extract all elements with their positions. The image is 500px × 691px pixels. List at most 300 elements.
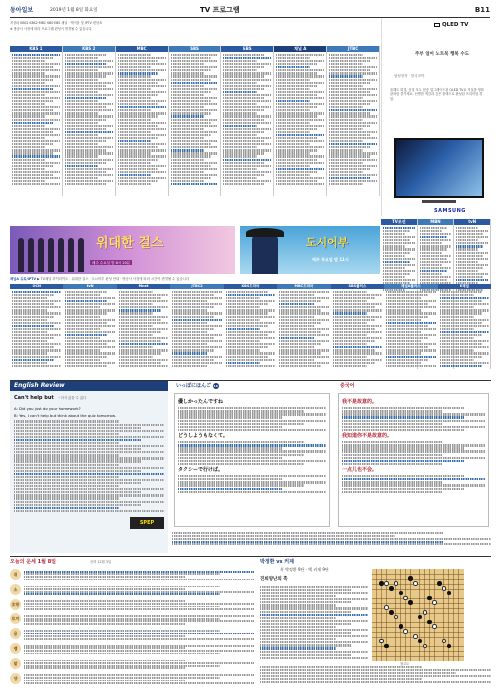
text-line [276,152,309,154]
spep-badge: SPEP [130,517,164,529]
text-line [260,651,368,653]
black-stone [437,581,442,586]
text-line [171,119,219,121]
text-line [260,678,422,680]
text-line [260,669,491,671]
horoscope-row [10,628,255,642]
text-line [65,143,98,145]
text-line [118,183,151,185]
text-line [24,665,220,667]
text-line [223,131,264,133]
text-line [333,325,382,327]
zodiac-animal-icon: 토끼 [10,613,21,624]
text-line [276,119,324,121]
text-line [172,325,221,327]
text-line [172,331,207,333]
text-line [223,149,271,151]
text-line [14,482,142,484]
text-line [65,79,98,81]
japanese-title [176,383,219,389]
text-line [178,416,282,418]
text-line [420,233,452,235]
text-line [383,255,405,257]
text-line [65,297,114,299]
text-line [276,63,317,65]
channel-header: JTBC [327,46,379,52]
text-line [65,134,98,136]
text-line [65,316,100,318]
text-line [386,362,421,364]
text-line [329,149,362,151]
text-line [260,638,336,640]
text-line [119,325,154,327]
text-line [65,309,114,311]
text-line [24,647,185,649]
girls-show-ad [10,226,235,274]
text-line [12,365,61,367]
text-line [178,413,326,415]
text-line [178,426,282,428]
text-line [260,626,336,628]
baduk-player-b: 커제 [284,559,294,565]
pirate-hat-icon [246,228,284,237]
text-line [118,82,159,84]
text-line [440,294,475,296]
text-line [118,79,166,81]
text-line [420,279,447,281]
horoscope-text [24,659,254,670]
fishing-show-ad [240,226,380,274]
ad-character [252,234,278,274]
channel-header: MBC [116,46,168,52]
text-line [118,66,151,68]
text-line [172,532,443,534]
program-list [274,52,326,187]
text-line [333,346,382,348]
text-line [171,79,212,81]
text-line [440,319,489,321]
text-line [276,149,317,151]
text-line [171,97,219,99]
text-line [279,319,328,321]
text-line [65,171,106,173]
text-line [119,331,161,333]
ad-figure [78,238,84,272]
text-line [223,82,256,84]
text-line [440,309,489,311]
black-stone [408,576,413,581]
text-line [329,66,377,68]
text-line [223,88,264,90]
bottom-section [10,556,491,687]
text-line [171,137,204,139]
text-line [14,501,164,503]
text-line [386,309,421,311]
channel-header: KBS 1 [10,46,62,52]
text-line [65,180,113,182]
text-line [65,306,100,308]
text-line [279,343,321,345]
text-line [260,672,456,674]
schedule-column [384,284,437,376]
text-line [178,447,282,449]
text-line [65,137,113,139]
zodiac-animal-icon: 양 [10,673,21,684]
text-line [65,356,107,358]
program-list [10,52,62,187]
text-line [342,478,485,480]
horoscope-row [10,584,255,598]
text-line [171,165,212,167]
text-line [279,306,328,308]
white-stone [403,629,408,634]
text-line [12,143,53,145]
text-line [12,155,60,157]
text-line [118,103,159,105]
text-line [178,478,282,480]
text-line [223,122,271,124]
japanese-line: タクシーで行けば。 [178,466,224,473]
text-line [12,312,61,314]
text-line [12,79,53,81]
text-line [24,653,220,655]
black-stone [418,639,423,644]
text-line [178,491,326,493]
channel-header: TV조선 [381,219,417,225]
text-line [329,106,362,108]
text-line [279,365,321,367]
text-line [276,112,324,114]
baduk-title [260,559,294,565]
text-line [14,479,164,481]
text-line [118,180,159,182]
text-line [172,319,221,321]
channel-line: 지상파 KBS1·KBS2·MBC·SBS·EBS 채널 · 케이블 및 IPTV 편성표 [10,21,103,25]
text-line [65,337,100,339]
chinese-line: 一点儿也不会。 [342,466,378,473]
text-line [386,306,435,308]
text-line [386,352,421,354]
horoscope-subtitle: 음력 12월 3일 [90,560,112,564]
text-line [119,316,168,318]
text-line [12,97,60,99]
text-line [333,343,368,345]
text-line [226,303,268,305]
horoscope-text [24,674,254,685]
text-line [329,174,377,176]
baduk-subtitle: 흑 박정환 9단 · 백 커제 9단 [280,567,329,572]
text-line [24,635,185,637]
black-stone [408,600,413,605]
black-stone [389,586,394,591]
text-line [118,54,151,56]
white-stone [413,634,418,639]
text-line [456,252,488,254]
text-line [223,180,271,182]
text-line [171,152,219,154]
text-line [383,264,415,266]
text-line [24,633,254,635]
text-line [172,340,221,342]
text-line [223,72,271,74]
text-line [276,162,324,164]
text-line [14,430,164,432]
text-line [329,134,370,136]
text-line [279,291,328,293]
text-line [65,294,100,296]
text-line [24,615,254,617]
text-line [223,69,256,71]
text-line [171,168,219,170]
text-line [12,346,54,348]
text-line [260,620,368,622]
text-line [171,94,204,96]
text-line [276,128,317,130]
text-line [329,171,362,173]
text-line [386,337,428,339]
text-line [223,137,271,139]
text-line [279,328,328,330]
text-line [118,106,166,108]
text-line [12,146,45,148]
baduk-vs: vs [276,559,283,565]
text-line [12,91,60,93]
text-line [24,650,254,652]
text-line [223,171,271,173]
japanese-line: どうしようもなくて。 [178,432,228,439]
publication-name: 동아일보 [10,7,34,14]
text-line [420,227,447,229]
text-line [118,146,159,148]
text-line [14,451,164,453]
text-line [383,279,415,281]
text-line [12,337,54,339]
schedule-column [274,46,327,196]
text-line [329,75,362,77]
text-line [276,72,317,74]
baduk-player-a: 박정환 [260,559,275,565]
text-line [223,54,264,56]
text-line [223,177,256,179]
text-line [223,103,256,105]
schedule-column [117,284,170,376]
text-line [383,252,410,254]
text-line [440,356,482,358]
text-line [171,155,212,157]
ad-caption [10,277,380,282]
text-line [172,316,214,318]
text-line [223,125,256,127]
text-line [119,352,161,354]
text-line [276,171,317,173]
channel-header: Mnet [117,284,170,289]
text-line [118,174,151,176]
text-line [260,595,336,597]
text-line [118,91,166,93]
text-line [420,261,452,263]
english-heading: Can't help but [14,395,54,401]
text-line [276,183,324,185]
text-line [171,60,219,62]
text-line [12,140,60,142]
text-line [118,57,166,59]
text-line [223,109,264,111]
schedule-column [224,284,277,376]
text-line [223,79,271,81]
text-line [226,316,275,318]
black-stone [447,591,452,596]
text-line [118,131,151,133]
text-line [276,66,309,68]
text-line [171,66,219,68]
text-line [12,180,45,182]
program-list [63,52,115,187]
text-line [276,109,309,111]
text-line [333,319,375,321]
text-line [12,100,53,102]
text-line [178,450,326,452]
text-line [178,410,304,412]
chinese-body [342,397,485,494]
program-list [277,289,330,369]
text-line [12,112,60,114]
text-line [119,340,161,342]
horoscope-title [10,559,56,565]
text-line [226,328,261,330]
note-line: ※ 방송사 사정에 따라 프로그램 편성이 변경될 수 있습니다 [10,27,92,31]
white-stone [384,605,389,610]
text-line [12,331,47,333]
text-line [12,183,60,185]
channel-header: OCN [10,284,63,289]
text-line [420,230,442,232]
text-line [118,168,159,170]
text-line [329,88,377,90]
text-line [440,365,482,367]
text-line [12,119,60,121]
schedule-column [10,284,63,376]
text-line [119,319,161,321]
text-line [333,294,382,296]
text-line [260,592,368,594]
text-line [24,603,254,605]
text-line [276,115,317,117]
text-line [119,297,161,299]
text-line [329,125,370,127]
tv-image [394,138,484,198]
text-line [171,100,212,102]
text-line [118,162,151,164]
white-stone [423,610,428,615]
program-list [221,52,273,187]
text-line [171,128,204,130]
text-line [172,349,214,351]
text-line [440,349,475,351]
text-line [226,337,275,339]
text-line [118,171,166,173]
text-line [14,424,164,426]
text-line [171,149,204,151]
text-line [420,258,447,260]
text-line [456,270,478,272]
text-line [440,312,482,314]
text-line [65,146,113,148]
text-line [65,177,98,179]
text-line [276,106,317,108]
text-line [383,261,410,263]
baduk-commentary-2 [260,665,491,684]
text-line [333,356,368,358]
text-line [223,152,264,154]
channel-header: tvN [63,284,116,289]
text-line [333,359,382,361]
text-line [329,115,377,117]
baduk-panel [260,557,491,688]
text-line [420,267,452,269]
text-line [12,352,47,354]
text-line [65,155,98,157]
masthead [10,5,490,18]
text-line [342,423,442,425]
text-line [342,410,442,412]
japanese-body [178,397,326,494]
text-line [333,365,368,367]
text-line [440,352,489,354]
text-line [65,303,114,305]
text-line [24,576,185,578]
text-line [172,352,207,354]
ad-body-text: 올해도 화질, 음질 모두 한층 업그레이드된 QLED TV로 거실을 영화관처럼 즐기세요. 선명한 색감과 깊은 블랙으로 완성된 프리미엄 경험. [390,88,484,101]
ad-product-name: QLED TV [442,22,469,28]
text-line [276,131,309,133]
caption-text: ▶ TV채널 하이라이트 · 위대한 걸스 · 도시어부 편성 안내 · 방송사 사정에 따라 시간이 변경될 수 있습니다 [37,277,190,281]
text-line [333,334,368,336]
text-line [12,300,61,302]
white-stone [442,639,447,644]
text-line [119,356,154,358]
text-line [276,85,317,87]
horoscope-row [10,643,255,657]
text-line [223,119,264,121]
text-line [12,122,53,124]
text-line [118,100,166,102]
text-line [14,485,119,487]
text-line [65,291,107,293]
channel-header: SBS [169,46,221,52]
program-list [117,289,170,369]
broadcast-schedule-grid [10,46,380,196]
text-line [276,122,309,124]
text-line [226,356,268,358]
text-line [12,334,61,336]
schedule-column [170,284,223,376]
text-line [12,109,53,111]
text-line [65,122,98,124]
text-line [65,57,98,59]
text-line [178,454,304,456]
text-line [329,183,362,185]
text-line [342,429,464,431]
text-line [118,94,159,96]
text-line [14,473,164,475]
text-line [24,618,220,620]
text-line [14,460,142,462]
dialog-line-a: A: Did you just do your homework? [14,406,81,411]
text-line [119,303,154,305]
text-line [276,168,324,170]
text-line [333,362,375,364]
text-line [65,106,106,108]
